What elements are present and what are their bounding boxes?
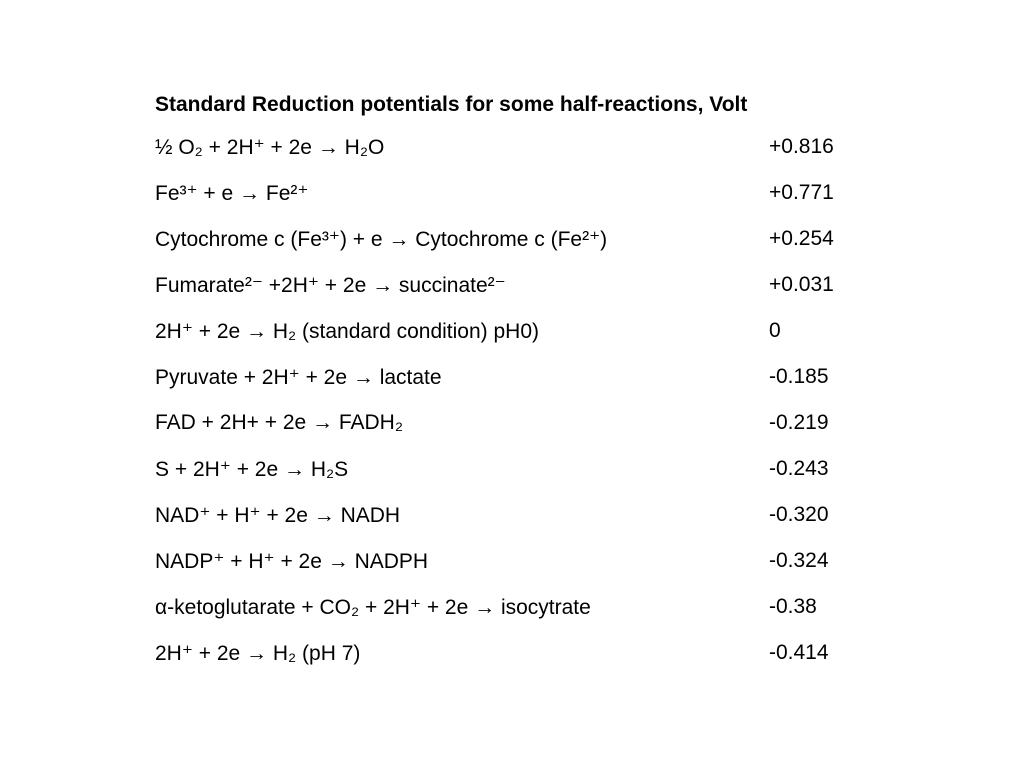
table-row (155, 354, 895, 400)
table-row (155, 446, 895, 492)
reaction-cell: Pyruvate + 2H⁺ + 2e → lactate (155, 365, 442, 389)
potential-cell: -0.320 (769, 503, 829, 526)
reaction-table (155, 124, 895, 676)
table-title: Standard Reduction potentials for some half-reactions, Volt (155, 93, 748, 116)
table-row (155, 400, 895, 446)
potential-cell: -0.219 (769, 411, 829, 434)
potential-cell: +0.771 (769, 181, 834, 204)
potential-cell: -0.185 (769, 365, 829, 388)
potential-cell: +0.816 (769, 135, 834, 158)
reaction-cell: α-ketoglutarate + CO₂ + 2H⁺ + 2e → isocytrate (155, 595, 591, 619)
potential-cell: 0 (769, 319, 781, 342)
reaction-cell: NADP⁺ + H⁺ + 2e → NADPH (155, 549, 429, 573)
reaction-cell: 2H⁺ + 2e → H₂ (pH 7) (155, 641, 361, 665)
slide (155, 90, 895, 676)
reaction-cell: NAD⁺ + H⁺ + 2e → NADH (155, 503, 401, 527)
reaction-cell: 2H⁺ + 2e → H₂ (standard condition) pH0) (155, 319, 539, 343)
potential-cell: +0.254 (769, 227, 834, 250)
reaction-cell: ½ O₂ + 2H⁺ + 2e → H₂O (155, 135, 385, 159)
potential-cell: +0.031 (769, 273, 834, 296)
potential-cell: -0.324 (769, 549, 829, 572)
table-row (155, 538, 895, 584)
table-row (155, 630, 895, 676)
reaction-cell: Fe³⁺ + e → Fe²⁺ (155, 181, 309, 205)
reaction-cell: FAD + 2H+ + 2e → FADH₂ (155, 411, 404, 434)
table-row (155, 308, 895, 354)
potential-cell: -0.414 (769, 641, 829, 664)
table-row (155, 216, 895, 262)
potential-cell: -0.243 (769, 457, 829, 480)
potential-cell: -0.38 (769, 595, 817, 618)
reaction-cell: Cytochrome c (Fe³⁺) + e → Cytochrome c (Fe²⁺) (155, 227, 608, 251)
table-row (155, 262, 895, 308)
table-row (155, 124, 895, 170)
table-row (155, 584, 895, 630)
table-row (155, 170, 895, 216)
reaction-cell: S + 2H⁺ + 2e → H₂S (155, 457, 349, 481)
table-row (155, 492, 895, 538)
reaction-cell: Fumarate²⁻ +2H⁺ + 2e → succinate²⁻ (155, 273, 506, 297)
